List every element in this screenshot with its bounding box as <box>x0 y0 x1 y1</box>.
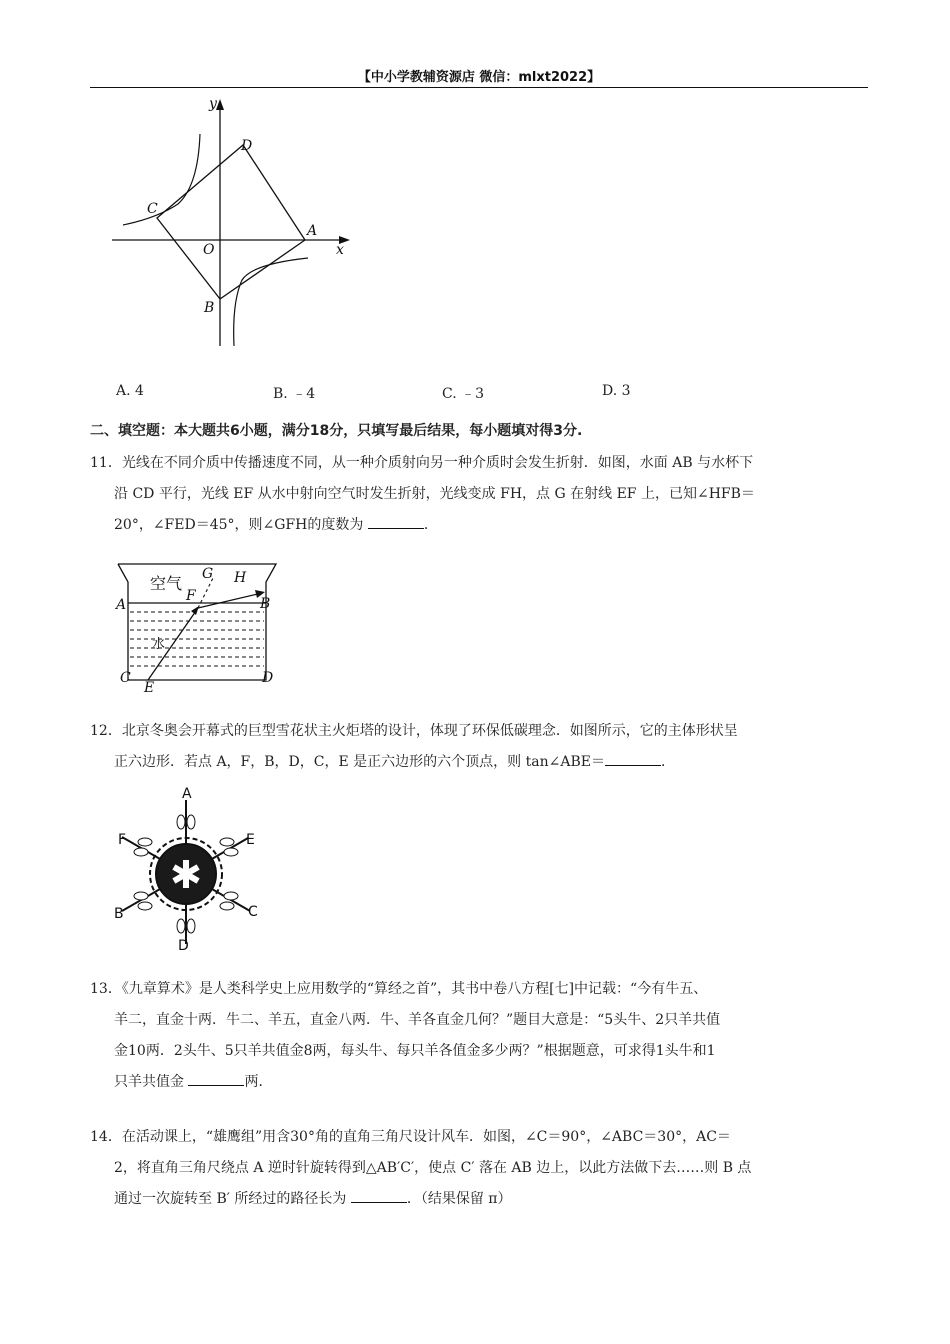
leaf <box>177 815 185 829</box>
option-b[interactable] <box>273 383 315 403</box>
leaf <box>220 838 234 846</box>
option-d-value: 3 <box>621 383 631 399</box>
q13-answer-blank[interactable] <box>188 1071 244 1086</box>
leaf <box>187 815 195 829</box>
air-label: 空气 <box>150 574 183 593</box>
q11-line-3-text: 20°，∠FED＝45°，则∠GFH的度数为 <box>114 517 364 533</box>
q13-line-1: 13．《九章算术》是人类科学史上应用数学的“算经之首”，其书中卷八方程[七]中记载：“今有牛五、 <box>90 981 708 997</box>
header-divider <box>90 87 868 88</box>
y-axis-label: y <box>209 96 217 112</box>
leaf <box>134 848 148 856</box>
q13-line-4-text: 只羊共值金 <box>114 1074 184 1090</box>
cup-H-label: H <box>234 570 247 586</box>
snow-F-label: F <box>118 832 127 848</box>
hyperbola-branch-upper-left <box>123 134 200 225</box>
option-a-value: 4 <box>135 383 144 399</box>
leaf <box>138 838 152 846</box>
snow-C-label: C <box>248 904 258 920</box>
q14-line-2: 2，将直角三角尺绕点 A 逆时针旋转得到△AB′C′，使点 C′ 落在 AB 边上，以此方法做下去……则 B 点 <box>114 1160 752 1176</box>
ray-FH <box>198 593 262 608</box>
leaf <box>220 902 234 910</box>
leaf <box>177 919 185 933</box>
refraction-cup-figure <box>112 558 292 698</box>
cup-B-label: B <box>260 596 271 612</box>
option-c-letter: C. <box>442 386 457 402</box>
q13-line-2: 羊二，直金十两．牛二、羊五，直金八两．牛、羊各直金几何？”题目大意是：“5头牛、2只羊共值 <box>114 1012 721 1028</box>
option-a[interactable] <box>116 383 144 399</box>
cup-A-label: A <box>116 597 127 613</box>
q11-line-3 <box>90 510 870 541</box>
leaf <box>138 902 152 910</box>
cup-E-label: E <box>144 680 155 696</box>
q13-line-4 <box>90 1067 870 1098</box>
question-14 <box>90 1122 870 1215</box>
q13-line-4-end: 两． <box>244 1074 273 1090</box>
section-title: 二、填空题：本大题共6小题，满分18分，只填写最后结果，每小题填对得3分. <box>90 423 583 439</box>
q12-line-2-end: ． <box>660 754 675 770</box>
option-b-value: ﹣4 <box>292 386 316 402</box>
q11-line-1: 11．光线在不同介质中传播速度不同，从一种介质射向另一种介质时会发生折射．如图，水面 AB 与水杯下 <box>90 455 754 471</box>
point-C-label: C <box>147 201 158 217</box>
option-d[interactable] <box>602 383 631 399</box>
q14-line-3-text: 通过一次旋转至 B′ 所经过的路径长为 <box>114 1191 347 1207</box>
option-d-letter: D. <box>602 383 618 399</box>
point-D-label: D <box>241 138 253 154</box>
q12-line-2-text: 正六边形．若点 A，F，B，D，C，E 是正六边形的六个顶点，则 tan∠ABE＝ <box>114 754 605 770</box>
square-ABCD <box>157 145 305 299</box>
point-A-label: A <box>307 223 318 239</box>
option-c-value: ﹣3 <box>461 386 485 402</box>
water-label: 水 <box>152 637 166 652</box>
q14-line-1: 14．在活动课上，“雄鹰组”用含30°角的直角三角尺设计风车．如图，∠C＝90°，∠ABC＝30°，AC＝ <box>90 1129 731 1145</box>
snow-B-label: B <box>114 906 124 922</box>
leaf <box>134 892 148 900</box>
hyperbola-branch-lower-right <box>234 258 308 346</box>
coordinate-figure <box>110 94 360 354</box>
snowflake-svg <box>108 786 268 956</box>
snow-D-label: D <box>178 938 189 954</box>
y-axis-arrow <box>216 99 224 110</box>
q12-answer-blank[interactable] <box>605 751 661 766</box>
question-11 <box>90 448 870 541</box>
water-lines <box>130 612 264 666</box>
cup-C-label: C <box>120 670 131 686</box>
page-header: 【中小学教辅资源店 微信：mlxt2022】 <box>357 70 601 85</box>
snowflake-figure <box>108 786 268 956</box>
leaf <box>224 892 238 900</box>
option-a-letter: A. <box>116 383 131 399</box>
q14-line-3-end: ．（结果保留 π） <box>406 1191 512 1207</box>
cup-outline <box>118 564 276 680</box>
cup-D-label: D <box>262 670 274 686</box>
coordinate-figure-svg <box>110 94 360 354</box>
snow-A-label: A <box>182 786 192 802</box>
leaf <box>187 919 195 933</box>
question-12 <box>90 716 870 778</box>
q11-answer-blank[interactable] <box>368 514 424 529</box>
option-c[interactable] <box>442 383 484 403</box>
q12-line-2 <box>90 747 870 778</box>
q11-line-2: 沿 CD 平行，光线 EF 从水中射向空气时发生折射，光线变成 FH，点 G 在射线 EF 上，已知∠HFB＝ <box>114 486 755 502</box>
q12-line-1: 12．北京冬奥会开幕式的巨型雪花状主火炬塔的设计，体现了环保低碳理念．如图所示，它的主体形状呈 <box>90 723 738 739</box>
cup-F-label: F <box>186 588 196 604</box>
cup-G-label: G <box>202 566 214 582</box>
q11-line-3-end: ． <box>423 517 438 533</box>
leaf <box>224 848 238 856</box>
question-13 <box>90 974 870 1098</box>
x-axis-label: x <box>336 242 344 258</box>
point-B-label: B <box>204 300 215 316</box>
q13-line-3: 金10两．2头牛、5只羊共值金8两，每头牛、每只羊各值金多少两？”根据题意，可求得1头牛和1 <box>114 1043 716 1059</box>
refraction-cup-svg <box>112 558 292 698</box>
q14-answer-blank[interactable] <box>351 1188 407 1203</box>
q14-line-3 <box>90 1184 870 1215</box>
option-b-letter: B. <box>273 386 288 402</box>
snow-E-label: E <box>246 832 255 848</box>
origin-label: O <box>203 242 215 258</box>
snowflake-body <box>122 800 250 944</box>
